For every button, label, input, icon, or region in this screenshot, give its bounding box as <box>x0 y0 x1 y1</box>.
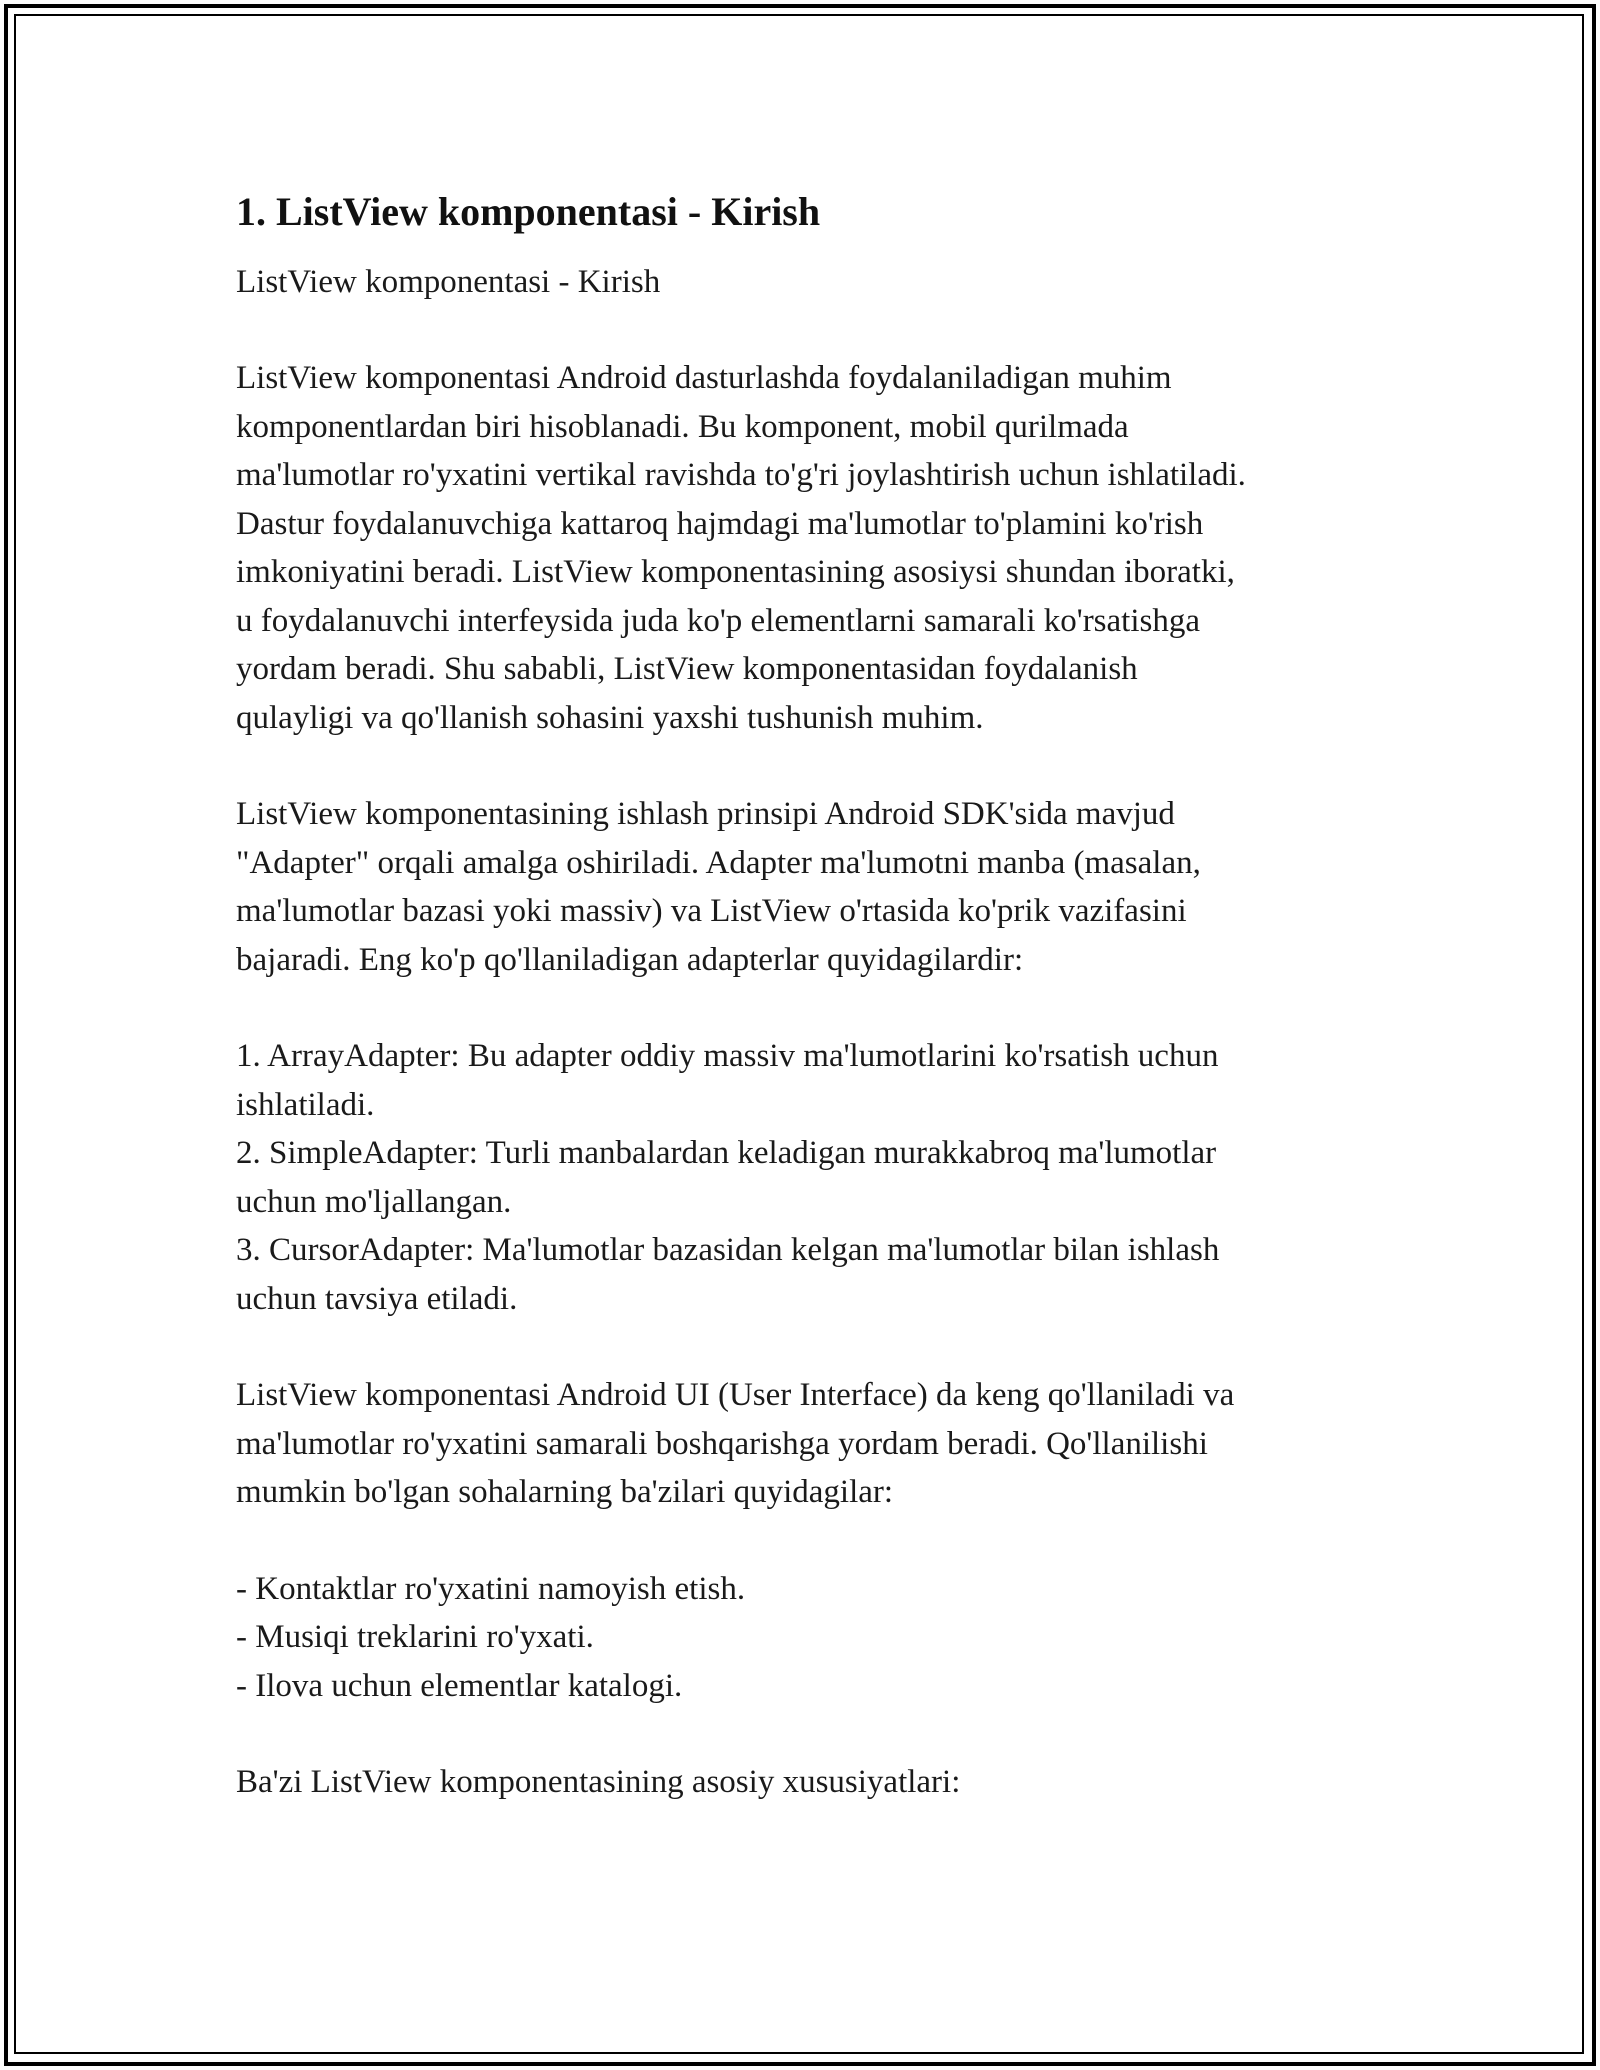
list-item-line: ishlatiladi. <box>236 1086 375 1123</box>
list-item: - Ilova uchun elementlar katalogi. <box>236 1667 683 1704</box>
text-line: bajaradi. Eng ko'p qo'llaniladigan adapterlar quyidagilardir: <box>236 941 1024 978</box>
paragraph-features <box>236 1758 1366 1807</box>
list-item-line: 3. CursorAdapter: Ma'lumotlar bazasidan kelgan ma'lumotlar bilan ishlash <box>236 1232 1220 1268</box>
text-line: ListView komponentasi Android UI (User Interface) da keng qo'llaniladi va <box>236 1377 1235 1413</box>
section-subtitle: ListView komponentasi - Kirish <box>236 264 661 300</box>
text-line: yordam beradi. Shu sababli, ListView komponentasidan foydalanish <box>236 651 1138 687</box>
text-line: ma'lumotlar bazasi yoki massiv) va ListView o'rtasida ko'prik vazifasini <box>236 893 1187 929</box>
paragraph-adapter <box>236 790 1366 984</box>
list-item-line: 2. SimpleAdapter: Turli manbalardan keladigan murakkabroq ma'lumotlar <box>236 1135 1217 1171</box>
text-line: komponentlardan biri hisoblanadi. Bu komponent, mobil qurilmada <box>236 408 1129 445</box>
list-item: - Kontaktlar ro'yxatini namoyish etish. <box>236 1570 746 1607</box>
usage-list <box>236 1565 1366 1711</box>
text-line: "Adapter" orqali amalga oshiriladi. Adapter ma'lumotni manba (masalan, <box>236 844 1201 881</box>
list-item-line: uchun tavsiya etiladi. <box>236 1280 518 1317</box>
list-item-line: 1. ArrayAdapter: Bu adapter oddiy massiv ma'lumotlarini ko'rsatish uchun <box>236 1038 1219 1074</box>
text-line: Dastur foydalanuvchiga kattaroq hajmdagi ma'lumotlar to'plamini ko'rish <box>236 505 1204 542</box>
adapter-list <box>236 1032 1366 1323</box>
text-line: imkoniyatini beradi. ListView komponentasining asosiysi shundan iboratki, <box>236 554 1235 590</box>
paragraph-usage <box>236 1371 1366 1517</box>
text-line: ListView komponentasining ishlash prinsipi Android SDK'sida mavjud <box>236 796 1175 832</box>
page-title: 1. ListView komponentasi - Kirish <box>236 189 821 234</box>
list-item-line: uchun mo'ljallangan. <box>236 1183 512 1220</box>
text-line: u foydalanuvchi interfeysida juda ko'p elementlarni samarali ko'rsatishga <box>236 602 1200 639</box>
text-line: ma'lumotlar ro'yxatini vertikal ravishda to'g'ri joylashtirish uchun ishlatiladi. <box>236 457 1246 493</box>
document-body <box>236 184 1366 1807</box>
text-line: Ba'zi ListView komponentasining asosiy xususiyatlari: <box>236 1764 961 1800</box>
text-line: mumkin bo'lgan sohalarning ba'zilari quyidagilar: <box>236 1474 894 1510</box>
text-line: ma'lumotlar ro'yxatini samarali boshqarishga yordam beradi. Qo'llanilishi <box>236 1425 1208 1462</box>
text-line: ListView komponentasi Android dasturlashda foydalaniladigan muhim <box>236 360 1172 396</box>
list-item: - Musiqi treklarini ro'yxati. <box>236 1619 594 1655</box>
paragraph-intro <box>236 354 1366 742</box>
text-line: qulayligi va qo'llanish sohasini yaxshi tushunish muhim. <box>236 699 984 736</box>
